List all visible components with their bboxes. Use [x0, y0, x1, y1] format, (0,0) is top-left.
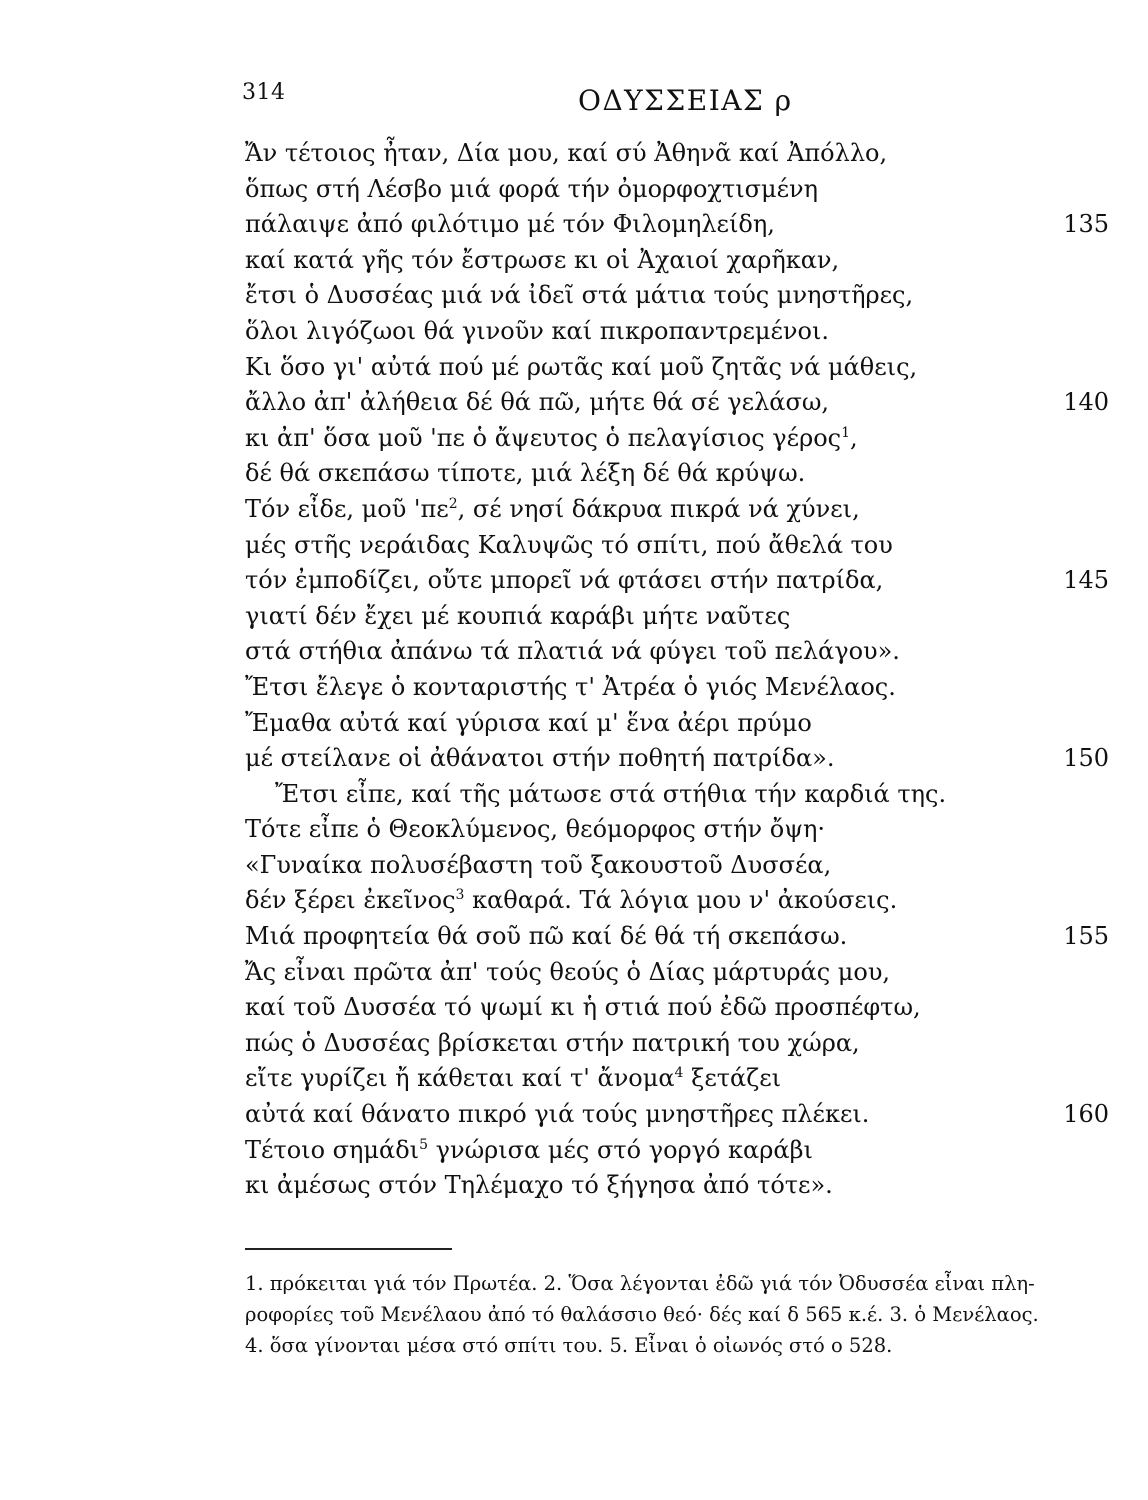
verse-text [245, 602, 790, 630]
verse-line [245, 421, 1115, 457]
verse-text-segment: δέ θά σκεπάσω τίποτε, μιά λέξη δέ θά κρύψω. [245, 459, 806, 488]
verse-line [245, 634, 1115, 670]
footnote-marker: 5 [419, 1136, 429, 1153]
verse-line [245, 136, 1115, 172]
verse-text [245, 922, 847, 950]
verse-text-segment: ἄλλο ἀπ' ἀλήθεια δέ θά πῶ, μήτε θά σέ γελάσω, [245, 388, 830, 417]
verse-block [245, 136, 1115, 1204]
verse-text-segment: τόν ἐμποδίζει, οὔτε μπορεῖ νά φτάσει στήν πατρίδα, [245, 566, 884, 595]
verse-text [245, 1064, 781, 1092]
verse-line [245, 1168, 1115, 1204]
verse-text-segment: κι ἀμέσως στόν Τηλέμαχο τό ξήγησα ἀπό τότε». [245, 1171, 833, 1200]
verse-text [245, 388, 829, 416]
verse-text-segment: πώς ὁ Δυσσέας βρίσκεται στήν πατρική του χώρα, [245, 1028, 860, 1057]
verse-text-segment: καί τοῦ Δυσσέα τό ψωμί κι ἡ στιά πού ἐδῶ προσπέφτω, [245, 993, 921, 1022]
verse-line [245, 278, 1115, 314]
verse-text-segment: Ἄς εἶναι πρῶτα ἀπ' τούς θεούς ὁ Δίας μάρτυράς μου, [245, 957, 891, 986]
verse-text-segment: ἔτσι ὁ Δυσσέας μιά νά ἰδεῖ στά μάτια τούς μνηστῆρες, [245, 281, 914, 310]
verse-text-segment: Μιά προφητεία θά σοῦ πῶ καί δέ θά τή σκεπάσω. [245, 922, 848, 951]
running-head: ΟΔΥΣΣΕΙΑΣ ρ [578, 84, 793, 117]
line-number: 140 [1063, 388, 1109, 417]
verse-line [245, 528, 1115, 564]
verse-line [245, 563, 1115, 599]
line-number: 160 [1063, 1100, 1109, 1129]
verse-line [245, 385, 1115, 421]
verse-line [245, 350, 1115, 386]
verse-text-segment: στά στήθια ἀπάνω τά πλατιά νά φύγει τοῦ πελάγου». [245, 637, 900, 666]
verse-text-segment: , [850, 423, 858, 452]
verse-text-segment: πάλαιψε ἀπό φιλότιμο μέ τόν Φιλομηλείδη, [245, 210, 775, 239]
footnote-marker: 1 [841, 424, 851, 441]
verse-text-segment: Ἔτσι εἶπε, καί τῆς μάτωσε στά στήθια τήν καρδιά της. [275, 779, 947, 808]
verse-text-segment: ὅπως στή Λέσβο μιά φορά τήν ὀμορφοχτισμένη [245, 174, 819, 203]
verse-text [245, 424, 858, 452]
verse-text [245, 1136, 813, 1164]
line-number: 145 [1063, 566, 1109, 595]
footnote-marker: 2 [448, 495, 458, 512]
verse-line [245, 207, 1115, 243]
verse-text [245, 210, 775, 238]
verse-text [245, 566, 883, 594]
footnote-marker: 4 [674, 1065, 684, 1082]
verse-line [245, 777, 1115, 813]
verse-text [245, 815, 825, 843]
verse-text-segment: Τότε εἶπε ὁ Θεοκλύμενος, θεόμορφος στήν ὄψη· [245, 815, 826, 844]
verse-line [245, 848, 1115, 884]
verse-text [245, 1171, 833, 1199]
verse-line [245, 670, 1115, 706]
verse-text-segment: Τέτοιο σημάδι [245, 1135, 420, 1164]
verse-text [245, 709, 812, 737]
verse-text [245, 993, 921, 1021]
footnote-line: 4. ὅσα γίνονται μέσα στό σπίτι του. 5. Εἶναι ὁ οἰωνός στό ο 528. [245, 1334, 893, 1357]
footnote-line: 1. πρόκειται γιά τόν Πρωτέα. 2. Ὅσα λέγονται ἐδῶ γιά τόν Ὀδυσσέα εἶναι πλη- [245, 1272, 1035, 1295]
verse-text [245, 1029, 860, 1057]
verse-text [245, 637, 900, 665]
verse-line [245, 456, 1115, 492]
verse-text [245, 1100, 869, 1128]
verse-text-segment: μέ στείλανε οἱ ἀθάνατοι στήν ποθητή πατρίδα». [245, 744, 835, 773]
verse-line [245, 706, 1115, 742]
verse-text-segment: Ἔμαθα αὐτά καί γύρισα καί μ' ἕνα ἀέρι πρύμο [245, 708, 812, 737]
verse-line [245, 314, 1115, 350]
verse-text-segment: Κι ὅσο γι' αὐτά πού μέ ρωτᾶς καί μοῦ ζητᾶς νά μάθεις, [245, 352, 918, 381]
footnote-marker: 3 [455, 887, 465, 904]
verse-line [245, 1061, 1115, 1097]
line-number: 150 [1063, 744, 1109, 773]
verse-text-segment: , σέ νησί δάκρυα πικρά νά χύνει, [457, 494, 860, 523]
verse-line [245, 492, 1115, 528]
verse-text [245, 175, 818, 203]
verse-line [245, 741, 1115, 777]
verse-text-segment: γνώρισα μές στό γοργό καράβι [428, 1135, 813, 1164]
verse-text [245, 139, 887, 167]
verse-text-segment: κι ἀπ' ὅσα μοῦ 'πε ὁ ἄψευτος ὁ πελαγίσιος γέρος [245, 423, 842, 452]
verse-line [245, 883, 1115, 919]
verse-text [245, 780, 946, 808]
verse-line [245, 1133, 1115, 1169]
verse-line [245, 599, 1115, 635]
verse-text-segment: αὐτά καί θάνατο πικρό γιά τούς μνηστῆρες πλέκει. [245, 1100, 870, 1129]
verse-text [245, 958, 890, 986]
footnote-rule [245, 1248, 452, 1250]
footnote-line: ροφορίες τοῦ Μενέλαου ἀπό τό θαλάσσιο θεό· δές καί δ 565 κ.έ. 3. ὁ Μενέλαος. [245, 1303, 1039, 1326]
verse-line [245, 243, 1115, 279]
verse-text-segment: Ἔτσι ἔλεγε ὁ κονταριστής τ' Ἀτρέα ὁ γιός Μενέλαος. [245, 672, 896, 701]
verse-line [245, 812, 1115, 848]
verse-text-segment: ὅλοι λιγόζωοι θά γινοῦν καί πικροπαντρεμένοι. [245, 316, 830, 345]
verse-text [245, 459, 805, 487]
verse-line [245, 990, 1115, 1026]
verse-text-segment: Τόν εἶδε, μοῦ 'πε [245, 494, 449, 523]
verse-text [245, 531, 893, 559]
verse-text [245, 744, 835, 772]
verse-text [245, 673, 896, 701]
line-number: 135 [1063, 210, 1109, 239]
verse-text [245, 886, 897, 914]
verse-line [245, 919, 1115, 955]
verse-text [245, 851, 831, 879]
verse-text [245, 281, 913, 309]
verse-text [245, 317, 829, 345]
verse-text-segment: ξετάζει [683, 1064, 782, 1093]
footnotes [245, 1268, 1115, 1361]
verse-text-segment: καί κατά γῆς τόν ἔστρωσε κι οἱ Ἀχαιοί χαρῆκαν, [245, 245, 840, 274]
verse-line [245, 955, 1115, 991]
verse-line [245, 1097, 1115, 1133]
verse-text-segment: Ἄν τέτοιος ἦταν, Δία μου, καί σύ Ἀθηνᾶ καί Ἀπόλλο, [245, 139, 888, 167]
verse-line [245, 1026, 1115, 1062]
verse-text-segment: μές στῆς νεράιδας Καλυψῶς τό σπίτι, πού ἄθελά του [245, 530, 893, 559]
verse-text [245, 353, 917, 381]
verse-text [245, 246, 839, 274]
verse-text-segment: εἴτε γυρίζει ἤ κάθεται καί τ' ἄνομα [245, 1064, 675, 1093]
verse-text-segment: γιατί δέν ἔχει μέ κουπιά καράβι μήτε ναῦτες [245, 601, 791, 630]
page-number: 314 [242, 80, 286, 105]
verse-text-segment: «Γυναίκα πολυσέβαστη τοῦ ξακουστοῦ Δυσσέα, [245, 850, 832, 879]
verse-text [245, 495, 860, 523]
line-number: 155 [1063, 922, 1109, 951]
verse-line [245, 172, 1115, 208]
verse-text-segment: δέν ξέρει ἐκεῖνος [245, 886, 456, 915]
verse-text-segment: καθαρά. Τά λόγια μου ν' ἀκούσεις. [464, 886, 898, 915]
